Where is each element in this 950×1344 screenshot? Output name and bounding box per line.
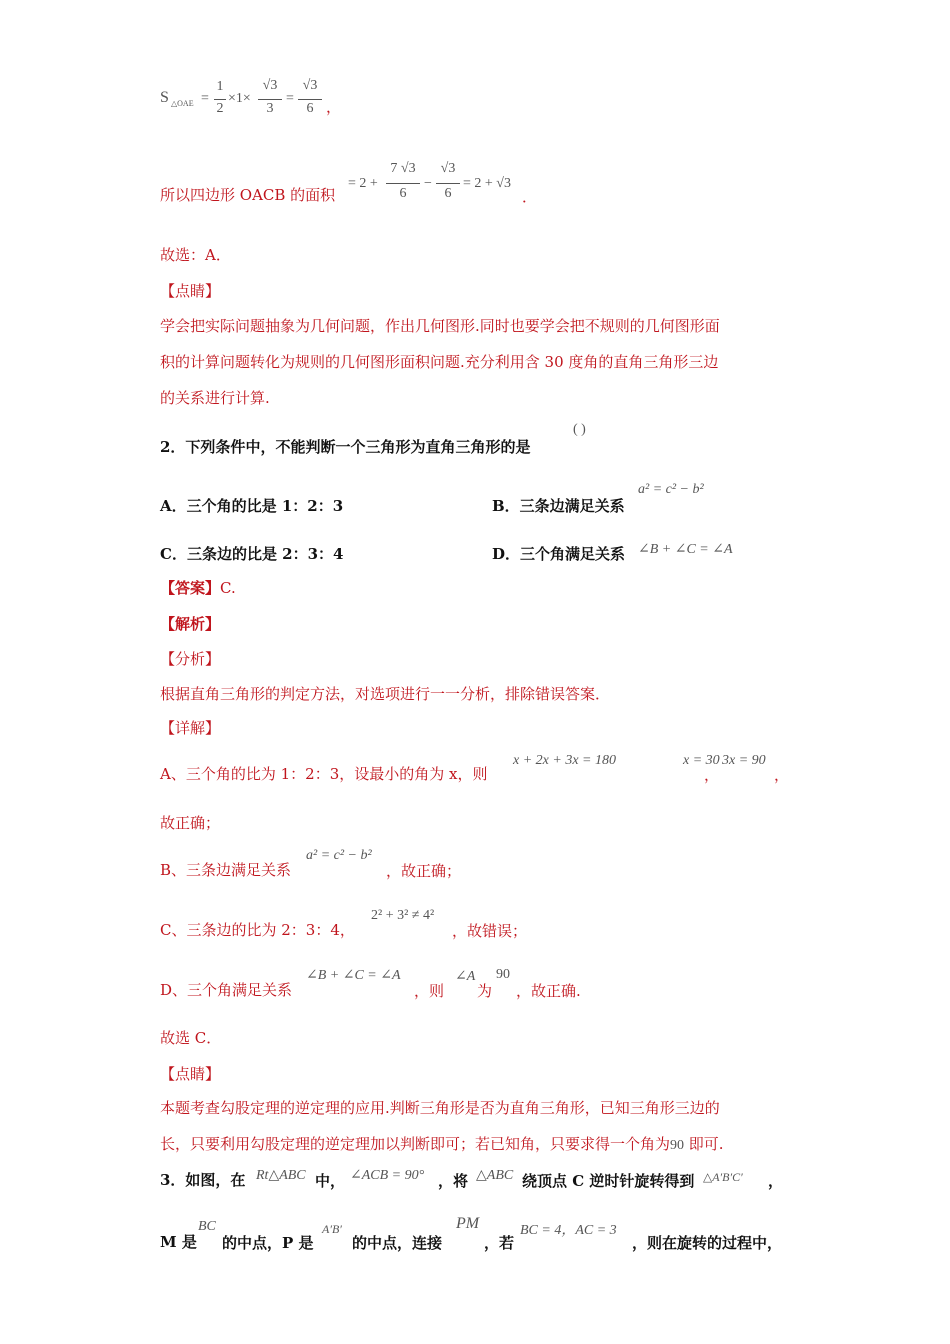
xiangjie-label: 【详解】	[160, 719, 221, 737]
fraction-bar	[386, 183, 420, 184]
equals-sign: =	[286, 91, 294, 106]
q2-option-d: D．三个角满足关系	[492, 545, 626, 563]
fraction-bar	[436, 183, 460, 184]
fraction-bar	[298, 99, 322, 100]
sqrt3-numerator: √3	[262, 78, 278, 93]
q2-answer	[160, 578, 236, 598]
detail-b-conclusion: ，故正确；	[386, 862, 462, 880]
answer-label: 【答案】	[160, 579, 221, 597]
q3-pm: PM	[456, 1215, 480, 1232]
s-letter: S	[160, 89, 169, 106]
period: ．	[522, 188, 538, 206]
frac2-numerator: √3	[440, 161, 456, 176]
detail-d-then: ，则	[414, 982, 445, 1000]
sqrt3-numerator: √3	[302, 78, 318, 93]
detail-d-90: 90	[496, 967, 510, 982]
detail-d-is: 为	[477, 982, 493, 1000]
detail-a-3x: 3x = 90	[722, 753, 766, 768]
detail-d-text: D、三个角满足关系	[160, 981, 293, 999]
fraction-bar	[214, 99, 226, 100]
frac1-numerator: 7 √3	[390, 161, 416, 176]
q2-choose: 故选 C．	[160, 1029, 222, 1047]
q3-bc: BC	[198, 1219, 216, 1234]
times-one: ×1×	[228, 91, 251, 106]
six-denominator: 6	[306, 101, 314, 116]
frac1-denominator: 6	[399, 186, 407, 201]
detail-b-text: B、三条边满足关系	[160, 861, 292, 879]
ninety: 90	[670, 1138, 685, 1153]
q1-explain-line1: 学会把实际问题抽象为几何问题，作出几何图形.同时也要学会把不规则的几何图形面	[160, 317, 720, 335]
q2-option-c: C．三条边的比是 2：3：4	[160, 545, 344, 563]
s-subscript: △OAE	[171, 99, 194, 108]
q3-a-prime-b-prime: A′B′	[322, 1222, 342, 1236]
equals-sign: =	[201, 91, 209, 106]
answer-value: C.	[220, 579, 236, 597]
q2-dianjing-label: 【点睛】	[160, 1065, 221, 1083]
comma: ，	[774, 766, 790, 784]
detail-a-equation: x + 2x + 3x = 180	[513, 753, 616, 768]
detail-d-angle: ∠A	[455, 969, 476, 984]
q2-option-a: A．三个角的比是 1：2：3	[160, 497, 344, 515]
q1-explain-line2: 积的计算问题转化为规则的几何图形面积问题.充分利用含 30 度角的直角三角形三边	[160, 353, 719, 371]
q3-angle-acb: ∠ACB = 90°	[350, 1168, 425, 1183]
fraction-bar	[258, 99, 282, 100]
q2-option-d-formula: ∠B + ∠C = ∠A	[638, 542, 733, 557]
area-text: 所以四边形 OACB 的面积	[160, 186, 336, 204]
frac2-denominator: 6	[444, 186, 452, 201]
detail-a-text: A、三个角的比为 1：2：3，设最小的角为 x，则	[160, 765, 488, 783]
comma: ，	[326, 98, 342, 116]
expr-start: = 2 +	[348, 176, 378, 191]
half-denominator: 2	[216, 101, 224, 116]
q2-answer-paren: ( )	[573, 422, 586, 437]
jiexi-label: 【解析】	[160, 615, 221, 633]
minus-sign: −	[424, 176, 432, 191]
q1-explain-line3: 的关系进行计算.	[160, 389, 270, 407]
q2-option-b: B．三条边满足关系	[492, 497, 625, 515]
q2-option-b-formula: a² = c² − b²	[638, 482, 704, 497]
detail-c-text: C、三条边的比为 2：3：4，	[160, 921, 355, 939]
half-numerator: 1	[216, 79, 224, 94]
fenxi-text: 根据直角三角形的判定方法，对选项进行一一分析，排除错误答案．	[160, 685, 611, 703]
detail-d-formula: ∠B + ∠C = ∠A	[306, 968, 401, 983]
detail-c-formula: 2² + 3² ≠ 4²	[371, 908, 435, 923]
fenxi-label: 【分析】	[160, 650, 221, 668]
q3-rt-abc: Rt△ABC	[256, 1168, 306, 1183]
q1-dianjing-label: 【点睛】	[160, 282, 221, 300]
detail-a-x: x = 30	[683, 753, 720, 768]
q1-choose: 故选：A．	[160, 246, 231, 264]
detail-c-conclusion: ，故错误；	[452, 922, 528, 940]
detail-b-formula: a² = c² − b²	[306, 848, 372, 863]
q3-bc-ac-values: BC = 4，AC = 3	[520, 1223, 617, 1238]
q3-triangle-abc: △ABC	[476, 1168, 514, 1183]
three-denominator: 3	[266, 101, 274, 116]
area-result: = 2 + √3	[463, 176, 511, 191]
q2-stem: 2．下列条件中，不能判断一个三角形为直角三角形的是	[160, 438, 531, 456]
detail-d-conclusion: ，故正确.	[516, 982, 581, 1000]
q2-explain-line2: 长，只要利用勾股定理的逆定理加以判断即可；若已知角，只要求得一个角为90 即可.	[160, 1135, 724, 1153]
detail-a-conclusion: 故正确；	[160, 814, 221, 832]
comma: ，	[704, 766, 720, 784]
q2-explain-line1: 本题考查勾股定理的逆定理的应用.判断三角形是否为直角三角形，已知三角形三边的	[160, 1099, 720, 1117]
q3-triangle-abc-prime: △A′B′C′	[703, 1170, 743, 1184]
